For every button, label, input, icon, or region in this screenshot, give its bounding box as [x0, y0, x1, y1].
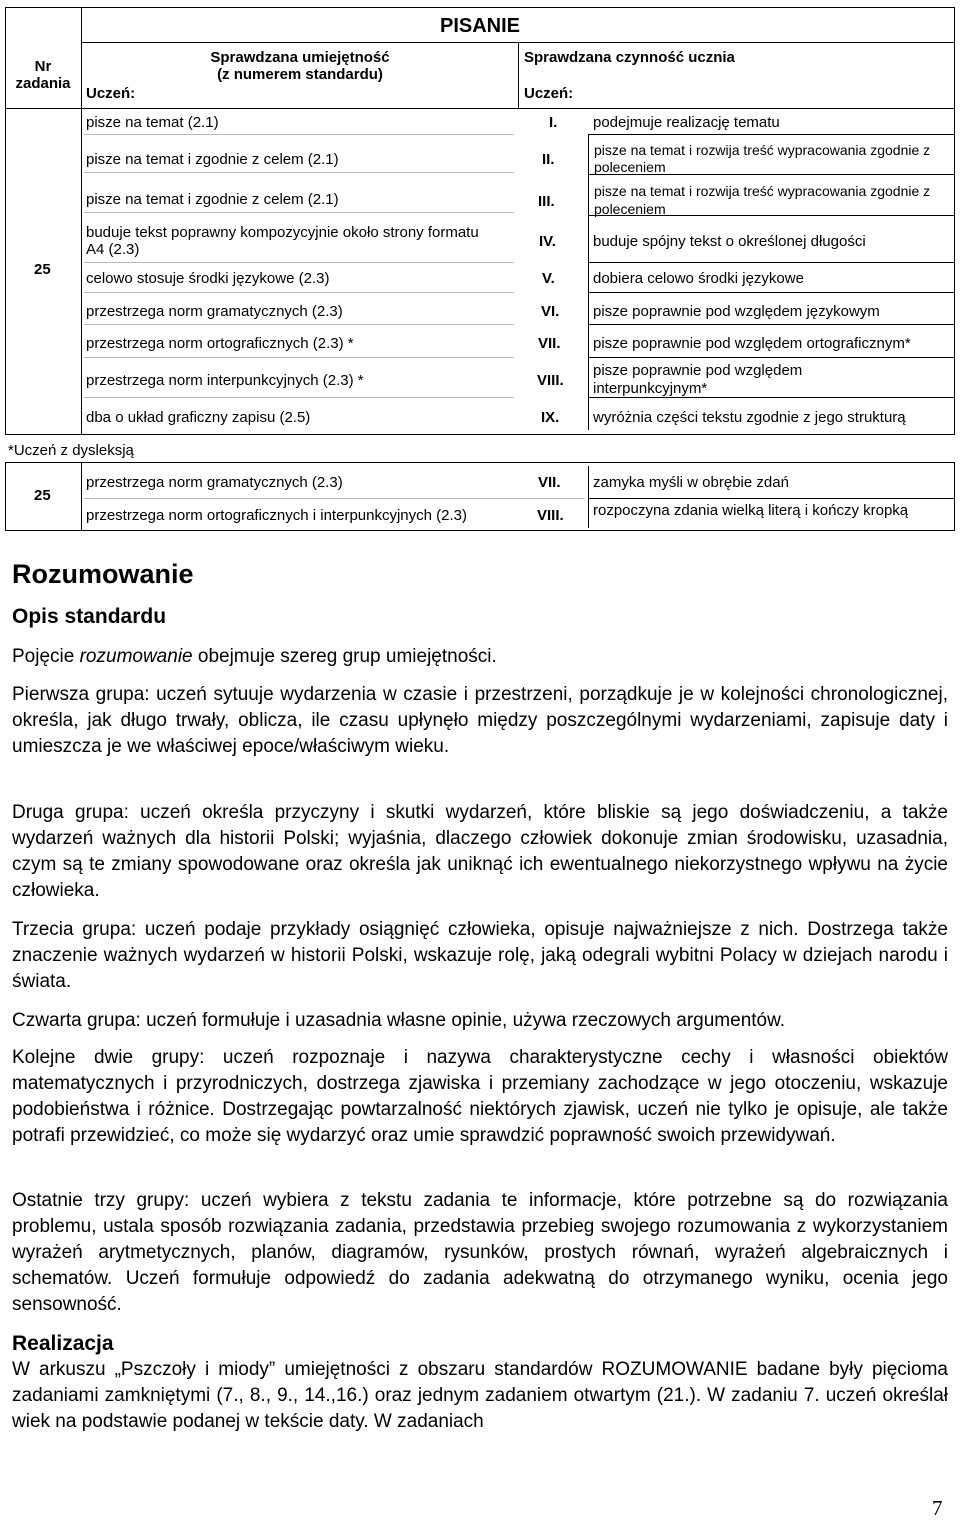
table-row-skill: przestrzega norm gramatycznych (2.3) — [86, 303, 343, 320]
table-title: PISANIE — [439, 15, 521, 37]
table-row-activity: pisze poprawnie pod względem interpunkcyjnym* — [593, 362, 803, 397]
skill-header-line2: (z numerem standardu) — [217, 66, 383, 83]
intro-line — [12, 644, 497, 670]
realization-text: W arkuszu „Pszczoły i miody” umiejętności z obszaru standardów ROZUMOWANIE badane były pięcioma zadaniami zamkniętymi (7., 8., 9., 14.,16.) oraz jednym zadaniem otwartym (21.). W zadaniu 7. uczeń określał wiek na podstawie podanej w tekście daty. W zadaniach — [12, 1359, 948, 1432]
table-row-roman: IV. — [539, 233, 556, 250]
table-row-roman: VIII. — [537, 372, 564, 389]
section-title: Rozumowanie — [12, 559, 194, 589]
table-row-roman: III. — [538, 193, 555, 210]
paragraph-1: Pierwsza grupa: uczeń sytuuje wydarzenia w czasie i przestrzeni, porządkuje je w kolejności chronologicznej, określa, jak długo trwały, oblicza, ile czasu upłynęło między poszczególnymi wydarzeniami, zapisuje daty i umieszcza je we właściwej epoce/właściwym wieku. — [12, 684, 948, 757]
paragraph-3: Trzecia grupa: uczeń podaje przykłady osiągnięć człowieka, opisuje najważniejsze z nich. Dostrzega także znaczenie ważnych wydarzeń w historii Polski, wskazuje rolę, jaką odegrali wybitni Polacy w dziejach narodu i świata. — [12, 919, 948, 992]
table-row-skill: przestrzega norm gramatycznych (2.3) — [86, 474, 343, 491]
table-row-skill: przestrzega norm interpunkcyjnych (2.3) * — [86, 372, 364, 389]
table-row-activity: pisze na temat i rozwija treść wypracowania zgodnie z poleceniem — [594, 183, 931, 217]
intro-text-before: Pojęcie — [12, 646, 80, 667]
table-row-activity: rozpoczyna zdania wielką literą i kończy kropką — [593, 502, 909, 519]
paragraph-2: Druga grupa: uczeń określa przyczyny i skutki wydarzeń, które bliskie są jego doświadczeniu, a także wydarzeń ważnych dla historii Polski; wyjaśnia, dlaczego człowiek dokonuje zmian środowisku, uzasadnia, czym są te zmiany spowodowane oraz określa jak uniknąć ich ewentualnego niekorzystnego wpływu na życie człowieka. — [12, 802, 948, 901]
paragraph-4: Czwarta grupa: uczeń formułuje i uzasadnia własne opinie, używa rzeczowych argumentów. — [12, 1010, 786, 1031]
dyslexia-label: *Uczeń z dysleksją — [8, 442, 134, 459]
table-row-activity: dobiera celowo środki językowe — [593, 270, 804, 287]
task-number-header: Nr zadania — [15, 58, 71, 92]
paragraph-5: Kolejne dwie grupy: uczeń rozpoznaje i nazywa charakterystyczne cechy i własności obiektów matematycznych i przyrodniczych, dostrzega zjawiska i przemiany zachodzące w jego otoczeniu, wskazuje podobieństwa i różnice. Dostrzegając powtarzalność niektórych zjawisk, uczeń nie tylko je opisuje, ale także potrafi przewidzieć, co może się wydarzyć oraz umie sprawdzić poprawność swoich przewidywań. — [12, 1047, 948, 1146]
table-row-roman: VII. — [538, 335, 561, 352]
table-row-skill: pisze na temat (2.1) — [86, 114, 219, 131]
intro-term: rozumowanie — [79, 646, 193, 667]
page-number: 7 — [932, 1496, 943, 1520]
table-row-skill: dba o układ graficzny zapisu (2.5) — [86, 409, 311, 426]
table-row-skill: pisze na temat i zgodnie z celem (2.1) — [86, 151, 339, 168]
realization-title: Realizacja — [12, 1332, 114, 1355]
table-row-roman: I. — [549, 114, 558, 131]
intro-text-after: obejmuje szereg grup umiejętności. — [192, 646, 497, 667]
table-row-activity: wyróżnia części tekstu zgodnie z jego strukturą — [593, 409, 906, 426]
activity-header: Sprawdzana czynność ucznia — [524, 49, 735, 66]
table-row-roman: II. — [542, 151, 555, 168]
table-row-activity: podejmuje realizację tematu — [593, 114, 780, 131]
skill-header-line1: Sprawdzana umiejętność — [210, 49, 390, 66]
table-row-roman: VIII. — [537, 507, 564, 524]
table-row-activity: pisze poprawnie pod względem językowym — [593, 303, 880, 320]
table-row-roman: VII. — [538, 474, 561, 491]
table-row-roman: VI. — [541, 303, 560, 320]
table-row-activity: buduje spójny tekst o określonej długości — [593, 233, 866, 250]
table-row-activity: zamyka myśli w obrębie zdań — [593, 474, 789, 491]
table-row-roman: IX. — [541, 409, 560, 426]
table-row-activity: pisze na temat i rozwija treść wypracowania zgodnie z poleceniem — [594, 142, 931, 175]
table-row-skill: buduje tekst poprawny kompozycyjnie około strony formatu A4 (2.3) — [86, 224, 479, 258]
dyslexia-task-number: 25 — [34, 487, 51, 504]
table-row-skill: pisze na temat i zgodnie z celem (2.1) — [86, 191, 339, 208]
paragraph-6: Ostatnie trzy grupy: uczeń wybiera z tekstu zadania te informacje, które potrzebne są do rozwiązania problemu, ustala sposób rozwiązania zadania, przedstawia przebieg swojego rozumowania z wykorzystaniem wyrażeń arytmetycznych, planów, diagramów, rysunków, prostych równań, wyrażeń algebraicznych i schematów. Uczeń formułuje odpowiedź do zadania adekwatną do otrzymanego wyniku, ocenia jego sensowność. — [12, 1190, 948, 1315]
pupil-label-left: Uczeń: — [86, 85, 136, 102]
task-number: 25 — [34, 261, 51, 278]
table-row-skill: przestrzega norm ortograficznych i interpunkcyjnych (2.3) — [86, 507, 467, 524]
pupil-label-right: Uczeń: — [524, 85, 574, 102]
section-subtitle: Opis standardu — [12, 605, 167, 628]
table-row-roman: V. — [542, 270, 555, 287]
table-row-skill: celowo stosuje środki językowe (2.3) — [86, 270, 330, 287]
table-row-skill: przestrzega norm ortograficznych (2.3) * — [86, 335, 354, 352]
table-row-activity: pisze poprawnie pod względem ortograficznym* — [593, 335, 911, 352]
